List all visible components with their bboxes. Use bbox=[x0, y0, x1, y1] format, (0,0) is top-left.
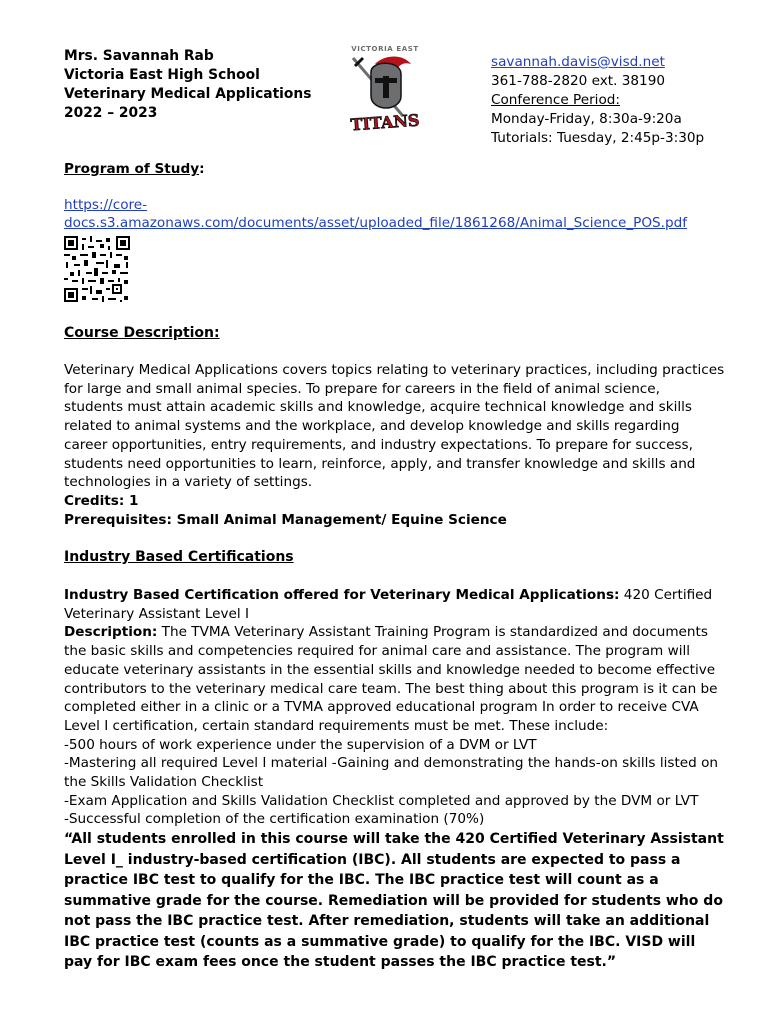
course-description-body bbox=[64, 361, 725, 529]
titans-logo bbox=[345, 42, 425, 134]
program-url-line1[interactable]: https://core- bbox=[64, 197, 148, 213]
certification-description-line: completed either in a clinic or a TVMA approved educational program In order to receive CVA bbox=[64, 699, 699, 716]
credits: Credits: 1 bbox=[64, 492, 139, 509]
teacher-header bbox=[64, 47, 311, 123]
requirement-item: -Exam Application and Skills Validation Checklist completed and approved by the DVM or LVT bbox=[64, 792, 699, 809]
ibc-notice-line: IBC practice test (counts as a summative grade) to qualify for the IBC. VISD will bbox=[64, 933, 696, 950]
certification-details bbox=[64, 586, 724, 973]
teacher-name: Mrs. Savannah Rab bbox=[64, 48, 214, 64]
program-url-link[interactable] bbox=[64, 196, 704, 232]
requirement-item: -Mastering all required Level I material -Gaining and demonstrating the hands-on skills listed on bbox=[64, 755, 719, 772]
requirement-item: -500 hours of work experience under the supervision of a DVM or LVT bbox=[64, 736, 537, 753]
certification-description-line: the basic skills and competencies required for animal care and assistance. The program will bbox=[64, 643, 691, 660]
description-line: career opportunities, entry requirements, and industry expectations. To prepare for success, bbox=[64, 436, 693, 453]
prerequisites: Prerequisites: Small Animal Management/ Equine Science bbox=[64, 511, 507, 528]
school-year: 2022 – 2023 bbox=[64, 105, 158, 121]
description-line: technologies in a variety of settings. bbox=[64, 474, 313, 491]
requirement-item: -Successful completion of the certification examination (70%) bbox=[64, 811, 485, 828]
certification-offered bbox=[64, 586, 724, 605]
ibc-notice-line: Level I_ industry-based certification (IBC). All students are expected to pass a bbox=[64, 851, 681, 868]
program-label-colon: : bbox=[199, 161, 205, 177]
conference-label: Conference Period: bbox=[491, 92, 620, 108]
school-name: Victoria East High School bbox=[64, 67, 260, 83]
course-description-heading: Course Description: bbox=[64, 325, 220, 341]
svg-text:VICTORIA EAST: VICTORIA EAST bbox=[351, 45, 419, 53]
tutorials-time: Tutorials: Tuesday, 2:45p-3:30p bbox=[491, 130, 705, 146]
certification-offered-value-line2: Veterinary Assistant Level I bbox=[64, 605, 250, 622]
ibc-notice-line: practice IBC test to qualify for the IBC. The IBC practice test will count as a bbox=[64, 872, 659, 889]
certification-description-first bbox=[64, 623, 724, 642]
certification-description-line: contributors to the veterinary medical care team. The best thing about this program is it can be bbox=[64, 680, 718, 697]
description-first-text: The TVMA Veterinary Assistant Training Program is standardized and documents bbox=[157, 624, 708, 641]
ibc-notice-line: “All students enrolled in this course will take the 420 Certified Veterinary Assistant bbox=[64, 831, 724, 848]
description-label: Description: bbox=[64, 624, 158, 641]
certification-offered-label: Industry Based Certification offered for Veterinary Medical Applications: bbox=[64, 587, 620, 603]
description-line: related to animal systems and the workplace, and develop knowledge and skills regarding bbox=[64, 418, 680, 435]
requirement-item: the Skills Validation Checklist bbox=[64, 774, 264, 791]
program-label-text: Program of Study bbox=[64, 161, 200, 177]
titans-logo-icon bbox=[345, 42, 425, 134]
description-line: students need opportunities to learn, reinforce, apply, and transfer knowledge and skills and bbox=[64, 455, 696, 472]
description-line: for large and small animal species. To prepare for careers in the field of animal science, bbox=[64, 380, 660, 397]
program-url-line2[interactable]: docs.s3.amazonaws.com/documents/asset/uploaded_file/1861268/Animal_Science_POS.pdf bbox=[64, 215, 688, 231]
phone-number: 361-788-2820 ext. 38190 bbox=[491, 73, 666, 89]
qr-code-icon bbox=[64, 236, 130, 302]
certification-offered-value: 420 Certified bbox=[619, 587, 713, 603]
email-link[interactable]: savannah.davis@visd.net bbox=[491, 54, 665, 70]
course-name: Veterinary Medical Applications bbox=[64, 86, 312, 102]
certification-description-line: educate veterinary assistants in the essential skills and knowledge needed to become effective bbox=[64, 661, 716, 678]
contact-block bbox=[491, 53, 704, 148]
ibc-notice-line: pay for IBC exam fees once the student passes the IBC practice test.” bbox=[64, 954, 617, 971]
description-line: Veterinary Medical Applications covers topics relating to veterinary practices, including practices bbox=[64, 362, 725, 378]
certification-description-line: Level I certification, certain standard requirements must be met. These include: bbox=[64, 717, 609, 734]
description-line: students must attain academic skills and knowledge, acquire technical knowledge and skills bbox=[64, 399, 692, 416]
program-of-study-label bbox=[64, 160, 205, 179]
industry-certifications-heading: Industry Based Certifications bbox=[64, 549, 294, 565]
ibc-notice-line: summative grade for the course. Remediation will be provided for students who do bbox=[64, 892, 723, 909]
svg-text:TITANS: TITANS bbox=[349, 110, 421, 134]
ibc-notice-line: not pass the IBC practice test. After remediation, students will take an additional bbox=[64, 913, 710, 930]
conference-time: Monday-Friday, 8:30a-9:20a bbox=[491, 111, 682, 127]
